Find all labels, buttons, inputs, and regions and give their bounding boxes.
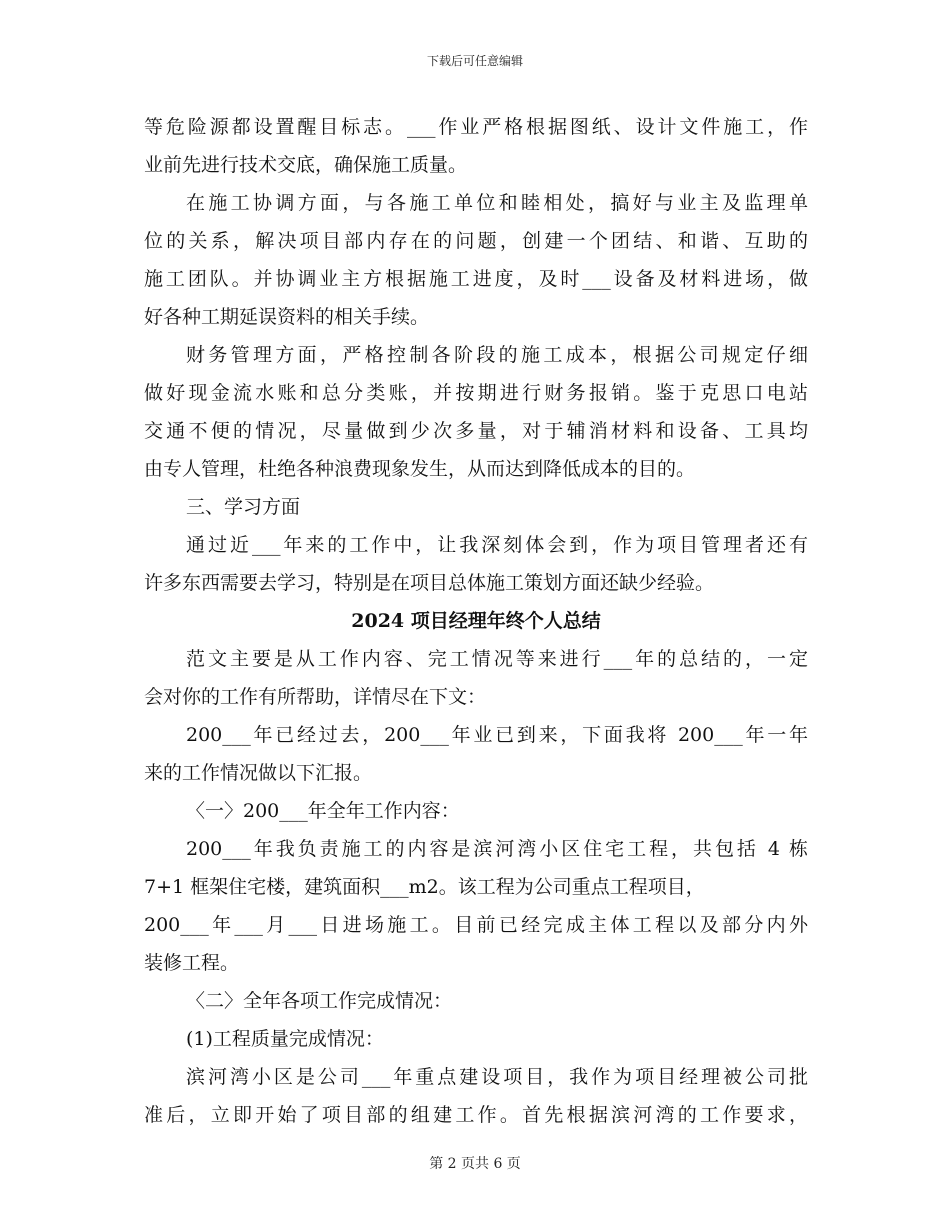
paragraph-line: 200___年已经过去，200___年业已到来，下面我将 200___年一年 xyxy=(186,724,808,746)
paragraph-line: 由专人管理，杜绝各种浪费现象发生，从而达到降低成本的目的。 xyxy=(144,458,696,480)
item-heading: (1)工程质量完成情况： xyxy=(186,1028,384,1050)
paragraph-line: 通过近___年来的工作中，让我深刻体会到，作为项目管理者还有 xyxy=(186,534,808,556)
paragraph-line: 200___年___月___日进场施工。目前已经完成主体工程以及部分内外 xyxy=(144,914,808,936)
paragraph-line: 财务管理方面，严格控制各阶段的施工成本，根据公司规定仔细 xyxy=(186,344,808,366)
paragraph-line: 来的工作情况做以下汇报。 xyxy=(144,762,373,784)
paragraph-line: 好各种工期延误资料的相关手续。 xyxy=(144,306,430,328)
paragraph-line: 等危险源都设置醒目标志。___作业严格根据图纸、设计文件施工，作 xyxy=(144,116,808,138)
subsection-heading: 〈二〉全年各项工作完成情况： xyxy=(186,990,453,1012)
paragraph-line: 会对你的工作有所帮助，详情尽在下文： xyxy=(144,686,487,708)
paragraph-line: 7+1 框架住宅楼，建筑面积___m2。该工程为公司重点工程项目， xyxy=(144,876,705,898)
subsection-heading: 〈一〉200___年全年工作内容： xyxy=(186,800,460,822)
paragraph-line: 交通不便的情况，尽量做到少次多量，对于辅消材料和设备、工具均 xyxy=(144,420,808,442)
page-footer: 第 2 页共 6 页 xyxy=(429,1156,521,1172)
section-heading: 三、学习方面 xyxy=(186,496,301,518)
paragraph-line: 范文主要是从工作内容、完工情况等来进行___年的总结的，一定 xyxy=(186,648,808,670)
paragraph-line: 做好现金流水账和总分类账，并按期进行财务报销。鉴于克思口电站 xyxy=(144,382,808,404)
paragraph-line: 施工团队。并协调业主方根据施工进度，及时___设备及材料进场，做 xyxy=(144,268,808,290)
document-title: 2024 项目经理年终个人总结 xyxy=(351,610,601,632)
paragraph-line: 装修工程。 xyxy=(144,952,240,974)
document-body xyxy=(144,108,808,1134)
paragraph-line: 在施工协调方面，与各施工单位和睦相处，搞好与业主及监理单 xyxy=(186,192,808,214)
paragraph-line: 许多东西需要去学习，特别是在项目总体施工策划方面还缺少经验。 xyxy=(144,572,715,594)
paragraph-line: 滨河湾小区是公司___年重点建设项目，我作为项目经理被公司批 xyxy=(186,1066,808,1088)
paragraph-line: 业前先进行技术交底，确保施工质量。 xyxy=(144,154,468,176)
paragraph-line: 200___年我负责施工的内容是滨河湾小区住宅工程，共包括 4 栋 xyxy=(186,838,808,860)
paragraph-line: 准后，立即开始了项目部的组建工作。首先根据滨河湾的工作要求， xyxy=(144,1104,808,1126)
paragraph-line: 位的关系，解决项目部内存在的问题，创建一个团结、和谐、互助的 xyxy=(144,230,808,252)
page-header: 下载后可任意编辑 xyxy=(426,54,523,68)
